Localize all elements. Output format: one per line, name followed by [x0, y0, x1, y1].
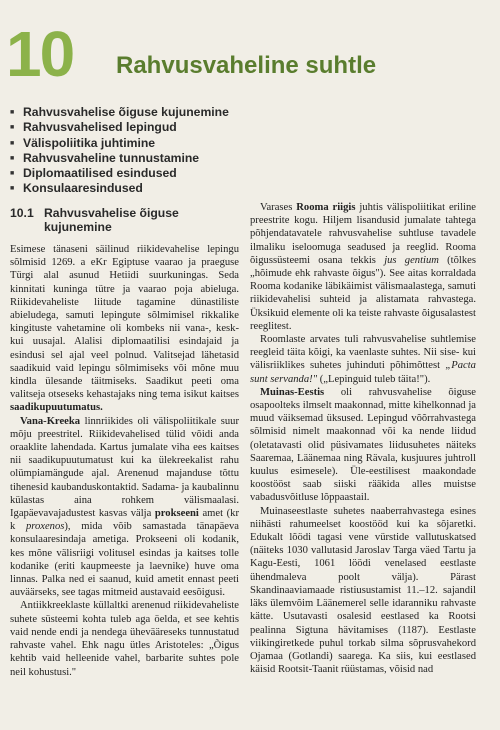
- paragraph-text: oli rahvusvahelise õiguse osapoolteks ilmselt maakonnad, mitte kihelkonnad ja muud väiksemad üksused. Lepingud võõrrahvastega sõlmisid nimelt maakonnad või ka nende liidud (oletatavasti olid püsivamates liidusuhetes näiteks Saaremaa, Läänemaa ning Rävala, kusjuures juhtroll kuulus esimesele). Üle-eestilisest maakondade koostööst saab siiski rääkida alles muistse vabadusvõitluse lõppaastail.: [250, 386, 476, 504]
- paragraph-text: Varases: [260, 202, 293, 213]
- paragraph-text: juhtis välispoliitikat eriline preestrite kogu. Hiljem lisandusid jumalate tahtega põhjendatavatele rahvusvahelise suhtluse tavadele ilmaliku iseloomuga seadused ja reeglid. Rooma õigussüsteemi osana tekkis: [250, 202, 477, 266]
- paragraph-text: Antiikkreeklaste küllaltki arenenud riikidevaheliste suhete süsteemi kohta tuleb aga öelda, et see kehtis vaid nende endi ja nendega ühevääreseks tunnustatud rahvaste vahel. Ehk nagu ütles Aristoteles: „Õigus kehtib vaid helleenide vahel, barbarite suhtes pole neil kohustusi.": [10, 600, 239, 678]
- paragraph: [250, 201, 476, 333]
- chapter-title: Rahvusvaheline suhtle: [116, 52, 377, 79]
- section-title: Rahvusvahelise õiguse kujunemine: [44, 206, 179, 234]
- italic-term: proxenos: [25, 521, 65, 533]
- chapter-number: 10: [6, 18, 74, 90]
- paragraph: [250, 333, 476, 386]
- paragraph-text: linnriikides oli välispoliitikale suur mõju preestritel. Riikidevahelised tülid võidi anda oraaklite lahendada. Kartus jumalate viha ees kaitses nii saadikupuutumatust kui ka ülekreekalist rahu olümpiamängude ajal. Arenenud majanduse tõttu tihenesid kaubanduskontaktid. Sadama- ja kaubalinnu külastas aina rohkem välismaalasi. Igapäevavajadustest kasvas välja: [10, 415, 239, 520]
- topic-item: ■ Konsulaaresindused: [10, 181, 229, 196]
- topic-item: ■ Välispoliitika juhtimine: [10, 136, 229, 151]
- topic-item: ■ Rahvusvaheline tunnustamine: [10, 151, 229, 166]
- paragraph-text: ), mida võib samastada tänapäeva konsulaaresindaja ametiga. Prokseeni oli kodanik, kes mõne välisriigi volitusel esindas ja kaitses tolle kodanike (eriti kaupmeeste ja laevnike) huve oma linnas. Palka ned ei saanud, kuid ametit ennast peeti auväärseks, see tagas mitmeid austavaid eesõigusi.: [10, 521, 239, 599]
- bold-term: Muinas-Eestis: [260, 386, 325, 398]
- paragraph-text: Roomlaste arvates tuli rahvusvahelise suhtlemise reegleid täita kõigi, ka vaenlaste suhtes. Nii sise- kui välisriiklikes suhetes juhinduti põhimõttest: [250, 334, 476, 372]
- paragraph: [250, 505, 476, 677]
- paragraph-text: (tõlkes „hõimude ehk rahvaste õigus"). See aitas korraldada Rooma kodanike läbikäimist välismaalastega, samuti riikidevahelisi suhteid ja alistamata rahvastega. Üksikuid elemente oli ka teiste rahvaste õigusalastest reeglitest.: [250, 254, 476, 332]
- section-heading: [10, 206, 240, 234]
- italic-term: jus gentium: [384, 254, 439, 266]
- topic-item: ■ Rahvusvahelise õiguse kujunemine: [10, 105, 229, 120]
- bold-term: Rooma riigis: [296, 202, 356, 213]
- paragraph-text: amet (kr k: [10, 508, 239, 533]
- paragraph: [10, 599, 239, 678]
- paragraph: [250, 386, 476, 505]
- bold-term: prokseeni: [154, 508, 199, 520]
- topic-item: ■ Rahvusvahelised lepingud: [10, 120, 229, 135]
- topic-list: [10, 105, 229, 197]
- bold-term: Vana-Kreeka: [20, 415, 81, 427]
- right-text-column: [250, 201, 476, 676]
- section-number: 10.1: [10, 206, 34, 220]
- paragraph-text: („Lepinguid tuleb täita!").: [317, 373, 431, 385]
- paragraph-text: Muinaseestlaste suhetes naaberrahvastega esines niihästi rahumeelset koostööd kui ka sõjaretki. Edukalt lõödi tagasi vene vürstide vallutuskatsed (näiteks 1030 vallutasid Jaroslav Targa väed Tartu ja Kagu-Eesti, 1061 löödi venelased eestlaste ühendmaleva poolt välja). Pärast Skandinaaviamaade ristiusustamist 11.–12. sajandil läks ülemvõim Läänemerel selle idaranniku rahvaste kätte. Usutavasti osalesid eestlased ka Rootsi pealinna Sigtuna hävitamises (1187). Eestlaste viikingiretkede puhul torkab silma sõprusvahekord Ojamaa (Gotlandi) saarega. Ka siis, kui eestlased käisid Rootsit-Taanit rüüstamas, võisid nad: [250, 505, 476, 676]
- paragraph: [10, 415, 239, 600]
- paragraph: [10, 243, 239, 415]
- italic-term: „Pacta sunt servanda!": [250, 360, 476, 385]
- left-text-column: [10, 243, 239, 679]
- topic-item: ■ Diplomaatilised esindused: [10, 166, 229, 181]
- bold-term: saadikupuutumatus.: [10, 402, 103, 414]
- paragraph-text: Esimese tänaseni säilinud riikidevahelise lepingu sõlmisid 1269. a eKr Egiptuse vaarao ja praeguse Türgi alal asunud Hetiidi suurkuningas. Seda kinnitati kuninga tütre ja vaarao poja abieluga. Riikidevaheliste liitude tagamine dünastiliste abieludega, samuti lepingute sõlmimisel rikkalike kingituste vahetamine oli kombeks nii vana-, kesk- kui uusajal. Alalisi diplomaatilisi esindajaid ja esindusi sel ajal veel polnud. Valitsejad lähetasid saadikuid vaid lepingu sõlmimiseks või mõne muu kindla ülesande täitmiseks. Saadikut peeti oma valitseja otseseks kehastajaks ning tema isikut kaitses: [10, 244, 239, 401]
